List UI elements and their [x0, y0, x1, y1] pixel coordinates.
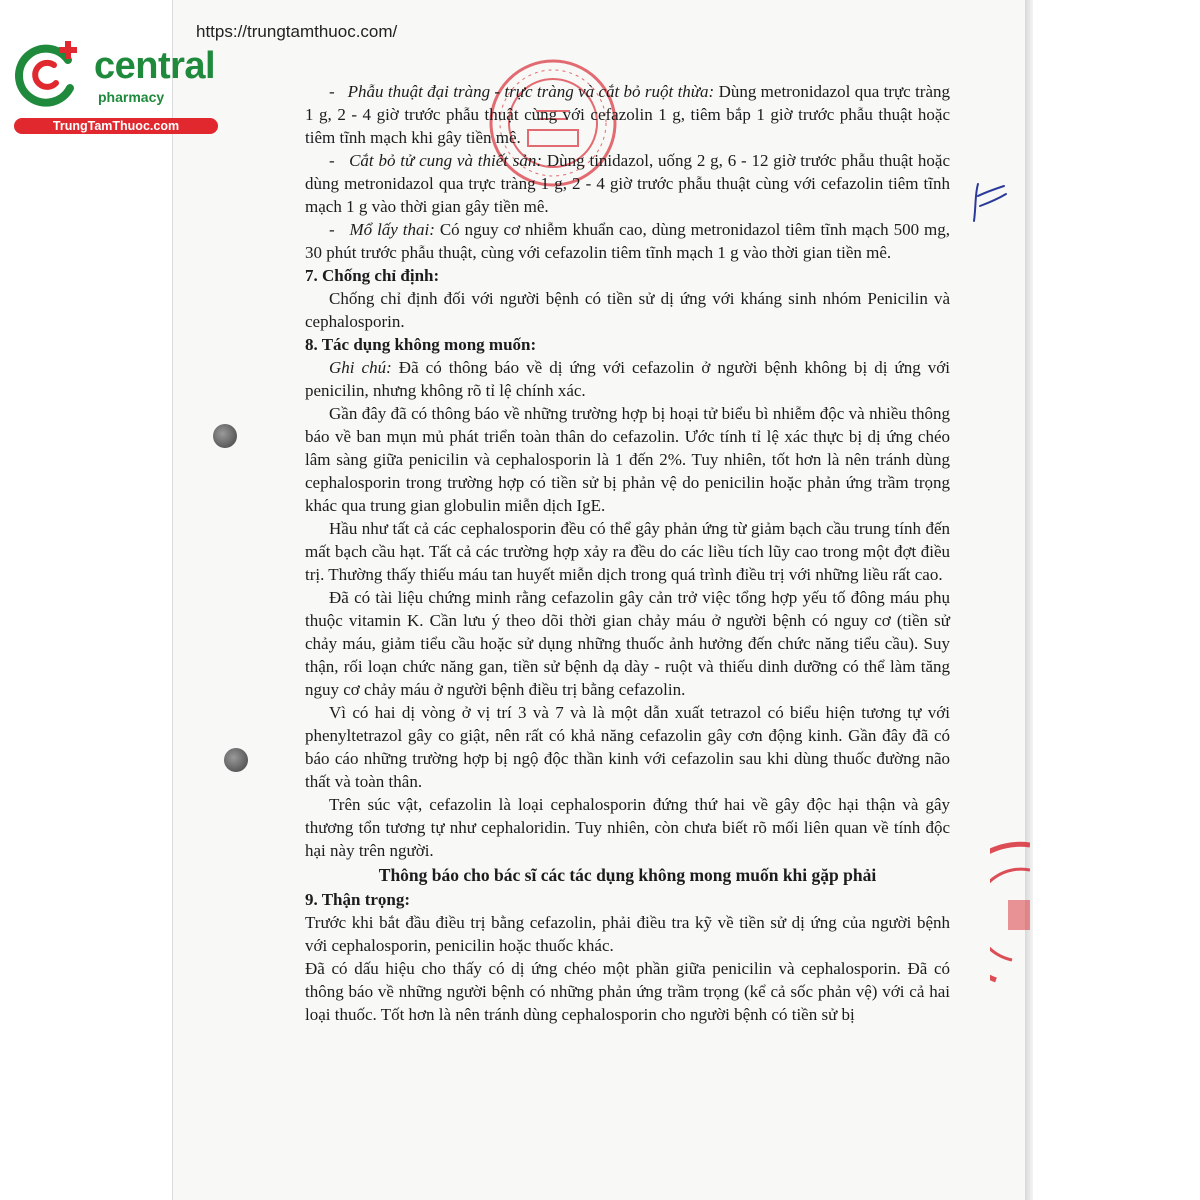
partial-seal-icon: [990, 840, 1030, 990]
brand-name: central: [94, 45, 216, 87]
page-edge: [1025, 0, 1033, 1200]
paragraph: Hầu như tất cả các cephalosporin đều có thể gây phản ứng từ giảm bạch cầu trung tính đến mất bạch cầu hạt. Tất cả các trường hợp xảy ra đều do các liều tích lũy cao trong một đợt điều trị. Thường thấy thiếu máu tan huyết miễn dịch trong quá trình điều trị với những liều rất cao.: [305, 519, 950, 584]
notice-line: Thông báo cho bác sĩ các tác dụng không mong muốn khi gặp phải: [378, 865, 877, 885]
section-heading-side-effects: 8. Tác dụng không mong muốn:: [305, 335, 537, 354]
central-pharmacy-logo[interactable]: [10, 38, 215, 138]
pharmacy-cross-icon: [10, 38, 82, 110]
brand-subtitle: pharmacy: [98, 89, 165, 105]
list-item: - Cắt bỏ tử cung và thiết sản: Dùng tinidazol, uống 2 g, 6 - 12 giờ trước phẫu thuật hoặc dùng metronidazol qua trực tràng 1 g, 2 - 4 giờ trước phẫu thuật cùng với cefazolin tiêm tĩnh mạch 1 g vào thời gian gây tiền mê.: [305, 151, 950, 216]
paragraph: Vì có hai dị vòng ở vị trí 3 và 7 và là một dẫn xuất tetrazol có biểu hiện tương tự với phenyltetrazol gây co giật, nên rất có khả năng cefazolin gây cơn động kinh. Gần đây đã có báo cáo những trường hợp bị ngộ độc thần kinh với cefazolin sau khi dùng thuốc đường não thất và toàn thân.: [305, 703, 950, 791]
source-url[interactable]: https://trungtamthuoc.com/: [196, 22, 398, 41]
punch-hole: [224, 748, 248, 772]
section-heading-contraindications: 7. Chống chỉ định:: [305, 266, 440, 285]
paragraph: Trên súc vật, cefazolin là loại cephalosporin đứng thứ hai về gây độc hại thận và gây thương tổn tương tự như cephaloridin. Tuy nhiên, còn chưa biết rõ mối liên quan về tính độc hại này trên người.: [305, 795, 950, 860]
paragraph: Đã có tài liệu chứng minh rằng cefazolin gây cản trở việc tổng hợp yếu tố đông máu phụ thuộc vitamin K. Cần lưu ý theo dõi thời gian chảy máu ở người bệnh có nguy cơ (tiền sử chảy máu, giảm tiểu cầu hoặc sử dụng những thuốc ảnh hưởng đến chức năng tiểu cầu). Suy thận, rối loạn chức năng gan, tiền sử bệnh dạ dày - ruột và thiếu dinh dưỡng có thể làm tăng nguy cơ chảy máu ở người bệnh điều trị bằng cefazolin.: [305, 588, 950, 699]
list-item: - Phẫu thuật đại tràng - trực tràng và cắt bỏ ruột thừa: Dùng metronidazol qua trực tràng 1 g, 2 - 4 giờ trước phẫu thuật cùng với cefazolin 1 g, tiêm bắp 1 giờ trước phẫu thuật hoặc tiêm tĩnh mạch khi gây tiền mê.: [305, 82, 950, 147]
signature-icon: [966, 176, 1010, 226]
paragraph: Đã có dấu hiệu cho thấy có dị ứng chéo một phần giữa penicilin và cephalosporin. Đã có thông báo về những người bệnh có những phản ứng trầm trọng (kể cả sốc phản vệ) với cả hai loại thuốc. Tốt hơn là nên tránh dùng cephalosporin cho người bệnh có tiền sử bị: [305, 959, 950, 1024]
paragraph: Trước khi bắt đầu điều trị bằng cefazolin, phải điều tra kỹ về tiền sử dị ứng của người bệnh với cephalosporin, penicilin hoặc thuốc khác.: [305, 913, 950, 955]
document-body: [305, 80, 950, 1026]
brand-site: TrungTamThuoc.com: [14, 118, 218, 134]
punch-hole: [213, 424, 237, 448]
paragraph: Gần đây đã có thông báo về những trường hợp bị hoại tử biểu bì nhiễm độc và nhiều thông báo về ban mụn mủ phát triển toàn thân do cefazolin. Ước tính tỉ lệ xác thực bị dị ứng chéo lâm sàng giữa penicilin và cephalosporin là 1 đến 2%. Tuy nhiên, tốt hơn là nên tránh dùng cephalosporin trong trường hợp có tiền sử bị phản vệ do penicilin hoặc phản ứng trầm trọng khác qua trung gian globulin miễn dịch IgE.: [305, 404, 950, 515]
paragraph: Ghi chú: Đã có thông báo về dị ứng với cefazolin ở người bệnh không bị dị ứng với penicilin, nhưng không rõ tỉ lệ chính xác.: [305, 358, 950, 400]
paragraph: Chống chỉ định đối với người bệnh có tiền sử dị ứng với kháng sinh nhóm Penicilin và cephalosporin.: [305, 289, 950, 331]
list-item: - Mổ lấy thai: Có nguy cơ nhiễm khuẩn cao, dùng metronidazol tiêm tĩnh mạch 500 mg, 30 phút trước phẫu thuật, cùng với cefazolin tiêm tĩnh mạch 1 g vào thời gian tiền mê.: [305, 220, 950, 262]
section-heading-precautions: 9. Thận trọng:: [305, 890, 411, 909]
